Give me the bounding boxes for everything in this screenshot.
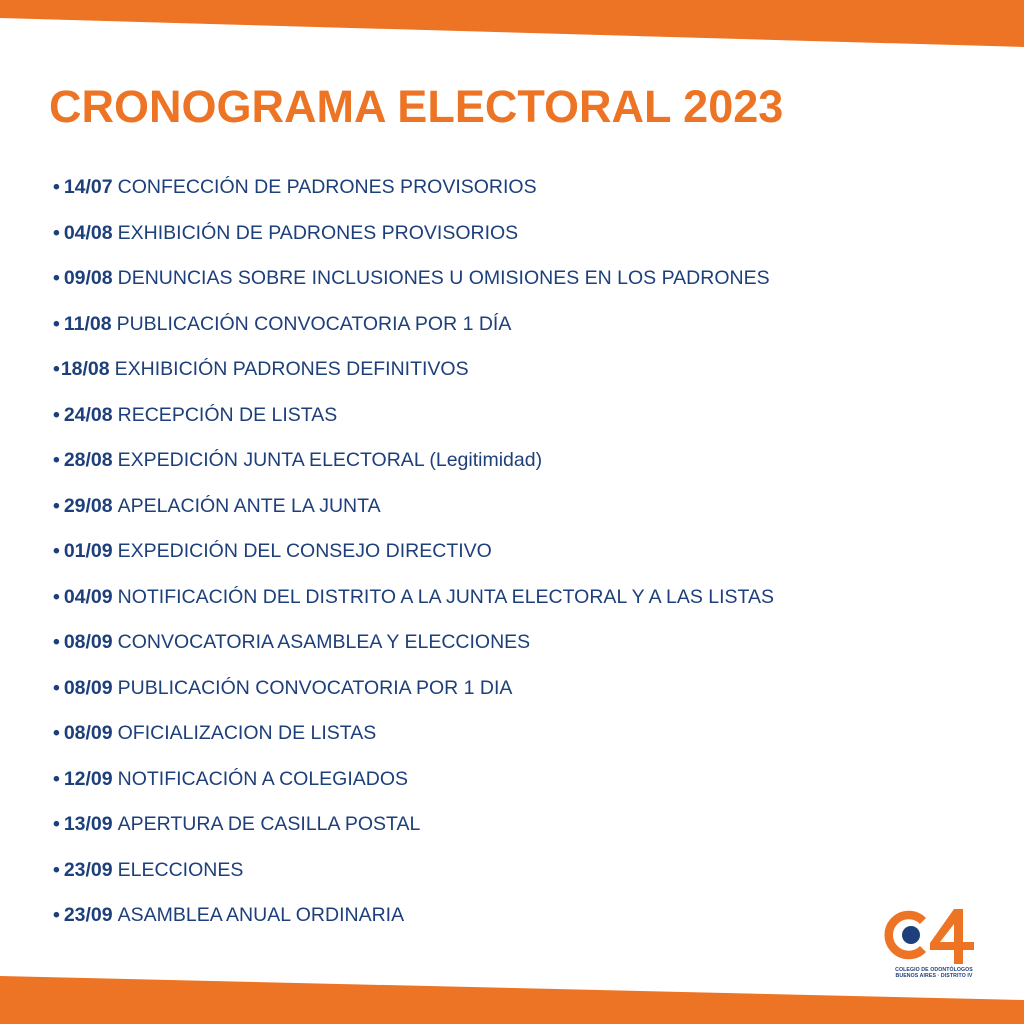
event-date: 28/08 <box>63 449 113 471</box>
event-bullet: • <box>53 540 60 562</box>
event-date: 18/08 <box>60 358 110 380</box>
event-date: 08/09 <box>63 676 113 699</box>
event-item <box>53 307 774 353</box>
event-item <box>53 671 774 717</box>
event-date: 29/08 <box>63 494 113 517</box>
event-bullet: • <box>53 403 60 426</box>
event-bullet: • <box>53 312 60 335</box>
event-bullet: • <box>53 676 60 699</box>
event-date: 23/09 <box>63 904 113 926</box>
event-item <box>53 762 774 808</box>
event-bullet: • <box>53 267 60 289</box>
event-item <box>53 216 774 262</box>
event-description: EXPEDICIÓN DEL CONSEJO DIRECTIVO <box>117 540 492 562</box>
event-date: 12/09 <box>63 767 113 790</box>
event-description: PUBLICACIÓN CONVOCATORIA POR 1 DIA <box>117 676 513 699</box>
event-date: 08/09 <box>63 631 113 653</box>
top-accent-shape <box>0 0 1024 47</box>
event-description: RECEPCIÓN DE LISTAS <box>117 403 338 426</box>
event-bullet: • <box>53 494 60 517</box>
event-date: 04/08 <box>63 221 113 244</box>
event-item <box>53 580 774 626</box>
event-bullet: • <box>53 631 60 653</box>
event-bullet: • <box>53 176 60 198</box>
event-item <box>53 489 774 535</box>
event-item <box>53 898 774 944</box>
event-item <box>53 352 774 398</box>
event-date: 13/09 <box>63 813 113 835</box>
event-bullet: • <box>53 449 60 471</box>
event-bullet: • <box>53 858 60 881</box>
logo-district-line: BUENOS AIRES · DISTRITO IV <box>895 973 973 979</box>
page-title: CRONOGRAMA ELECTORAL 2023 <box>49 81 784 132</box>
event-description: EXPEDICIÓN JUNTA ELECTORAL (Legitimidad) <box>117 449 543 471</box>
event-description: CONFECCIÓN DE PADRONES PROVISORIOS <box>117 176 537 198</box>
event-list <box>53 170 774 944</box>
event-item <box>53 534 774 580</box>
event-date: 14/07 <box>63 176 113 198</box>
event-description: OFICIALIZACION DE LISTAS <box>117 722 377 744</box>
event-bullet: • <box>53 722 60 744</box>
bottom-accent-shape <box>0 976 1024 1024</box>
event-bullet: • <box>53 904 60 926</box>
event-item <box>53 398 774 444</box>
event-bullet: • <box>53 585 60 608</box>
logo-name-line: COLEGIO DE ODONTÓLOGOS <box>895 967 973 973</box>
event-description: APERTURA DE CASILLA POSTAL <box>117 813 421 835</box>
event-description: ASAMBLEA ANUAL ORDINARIA <box>117 904 405 926</box>
logo-blue-dot <box>902 926 920 944</box>
event-item <box>53 853 774 899</box>
event-date: 01/09 <box>63 540 113 562</box>
event-description: PUBLICACIÓN CONVOCATORIA POR 1 DÍA <box>116 312 512 335</box>
event-item <box>53 807 774 853</box>
event-date: 09/08 <box>63 267 113 289</box>
event-description: DENUNCIAS SOBRE INCLUSIONES U OMISIONES EN LOS PADRONES <box>117 267 770 289</box>
event-bullet: • <box>53 358 60 380</box>
event-bullet: • <box>53 767 60 790</box>
event-item <box>53 625 774 671</box>
c4-logo-mark <box>884 906 984 966</box>
event-date: 23/09 <box>63 858 113 881</box>
event-description: APELACIÓN ANTE LA JUNTA <box>117 494 381 517</box>
event-date: 11/08 <box>63 312 112 335</box>
colegio-logo <box>884 906 984 982</box>
event-date: 24/08 <box>63 403 113 426</box>
event-bullet: • <box>53 813 60 835</box>
event-description: CONVOCATORIA ASAMBLEA Y ELECCIONES <box>117 631 531 653</box>
event-date: 04/09 <box>63 585 113 608</box>
event-bullet: • <box>53 221 60 244</box>
event-description: EXHIBICIÓN DE PADRONES PROVISORIOS <box>117 221 519 244</box>
event-description: NOTIFICACIÓN DEL DISTRITO A LA JUNTA ELECTORAL Y A LAS LISTAS <box>117 585 774 608</box>
logo-four <box>930 909 974 964</box>
event-date: 08/09 <box>63 722 113 744</box>
event-item <box>53 261 774 307</box>
event-description: EXHIBICIÓN PADRONES DEFINITIVOS <box>114 358 469 380</box>
event-description: NOTIFICACIÓN A COLEGIADOS <box>117 767 409 790</box>
event-item <box>53 170 774 216</box>
event-description: ELECCIONES <box>117 858 244 881</box>
event-item <box>53 716 774 762</box>
event-item <box>53 443 774 489</box>
